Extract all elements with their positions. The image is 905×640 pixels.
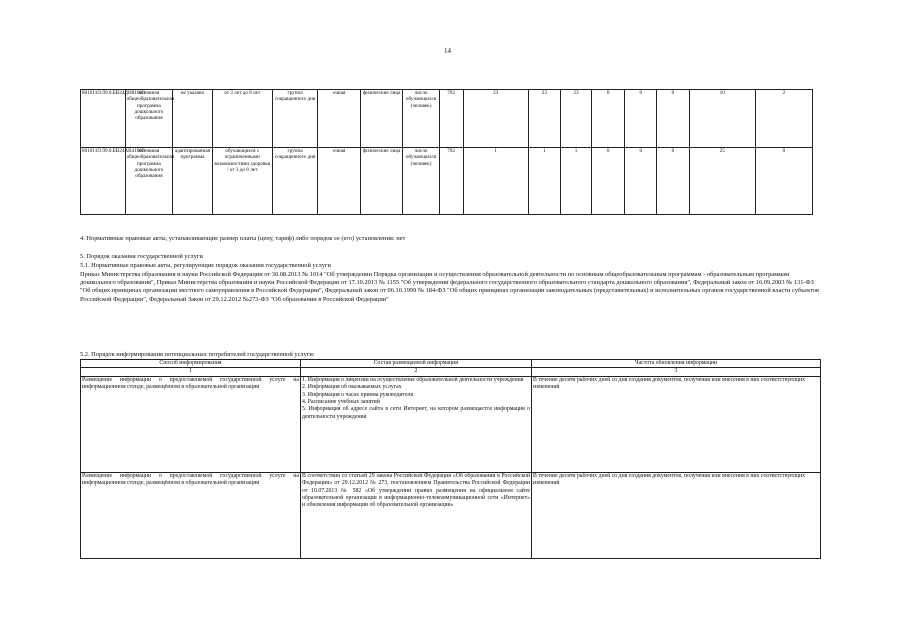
column-number: 2 <box>301 368 532 376</box>
section-5-heading: 5. Порядок оказания государственной услуги <box>80 253 203 260</box>
value-cell: 1 <box>528 148 560 215</box>
content-item: 3. Информация о часах приема руководителя <box>302 391 414 398</box>
value-cell: 23 <box>560 90 591 148</box>
table-header-row <box>81 360 821 368</box>
content-item: 1. Информация о лицензии на осуществление образовательной деятельности учреждения <box>302 376 524 383</box>
section-5-1-heading: 5.1. Нормативные правовые акты, регулирующие порядок оказания государственной услуги <box>80 262 331 269</box>
frequency-cell: В течение десяти рабочих дней со дня создания документов, получения или внесения в них соответствующих изменений <box>532 472 821 558</box>
value-cell: 1 <box>463 148 528 215</box>
program-cell: основная общеобразовательная программа дошкольного образования <box>125 90 173 148</box>
column-number: 3 <box>532 368 821 376</box>
page-number: 14 <box>444 47 451 55</box>
consumer-cell: физические лица <box>360 148 403 215</box>
form-cell: очная <box>318 90 361 148</box>
group-cell: группа сокращенного дня <box>272 90 318 148</box>
method-cell: Размещение информации о предоставляемой государственной услуге на информационном стенде, размещённом в образовательной организации <box>81 472 301 558</box>
indicator-cell: число обучающихся (человек) <box>403 148 439 215</box>
value-cell: 0 <box>592 90 625 148</box>
section-5-2-heading: 5.2. Порядок информирования потенциальных потребителей государственной услуги: <box>80 351 315 358</box>
consumer-cell: физические лица <box>360 90 403 148</box>
frequency-cell: В течение десяти рабочих дней со дня создания документов, получения или внесения в них соответствующих изменений <box>532 376 821 472</box>
age-cell: обучающиеся с ограниченными возможностями здоровья / от 3 до 8 лет <box>212 148 272 215</box>
value-cell: 0 <box>657 148 689 215</box>
content-item: 4. Расписание учебных занятий <box>302 399 380 406</box>
age-cell: от 3 лет до 8 лет <box>212 90 272 148</box>
group-cell: группа сокращенного дня <box>272 148 318 215</box>
table-row <box>81 472 821 558</box>
column-number: 1 <box>81 368 301 376</box>
value-cell: 23 <box>528 90 560 148</box>
content-cell <box>301 376 532 472</box>
value-cell: 0 <box>657 90 689 148</box>
section-4-text: 4. Нормативные правовые акты, устанавливающие размер платы (цену, тариф) либо порядок ее (его) установления: нет <box>80 235 406 242</box>
okei-cell: 792 <box>439 148 463 215</box>
registry-code: 801011О.99.0.БВ24ДН81000 <box>81 90 126 148</box>
table-row <box>81 376 821 472</box>
content-cell: В соответствии со статьей 29 закона Российской Федерации «Об образовании в Российской Федерации» от 29.12.2012 № 273, постановлением Правительства Российской Федерации от 10.07.2013 № 582 «Об утверждении правил размещения на официальном сайте образовательной организации в информационно-телекоммуникационной сети «Интернет» и обновления информации об образовательной организации» <box>301 472 532 558</box>
form-cell: очная <box>318 148 361 215</box>
value-cell: 0 <box>592 148 625 215</box>
deviation-cell: 10 <box>689 90 755 148</box>
table-number-row <box>81 368 821 376</box>
content-item: 5. Информация об адресе сайта в сети Интернет, на котором размещается информация о деятельности учреждения <box>302 406 530 420</box>
program-cell: основная общеобразовательная программа дошкольного образования <box>125 148 173 215</box>
value-cell: 23 <box>463 90 528 148</box>
registry-code: 801011О.99.0.БВ24АВ41000 <box>81 148 126 215</box>
deviation-value-cell: 0 <box>755 148 812 215</box>
service-volume-table <box>80 89 813 215</box>
deviation-value-cell: 2 <box>755 90 812 148</box>
section-5-1-text: Приказ Министерства образования и науки Российской Федерации от 30.08.2013 № 1014 "Об утверждении Порядка организации и осуществления образовательной деятельности по основным общеобразовательным программам - образовательным программам дошкольного образования", Приказ Министерства образования и науки Российской Федерации от 17.10.2013 № 1155 "Об утверждении федерального государственного образовательного стандарта дошкольного образования", Федеральный закон от 16.09.2003 № 131-ФЗ "Об общих принципах организации местного самоуправления в Российской Федерации", Федеральный закон от 06.10.1999 № 184-ФЗ "Об общих принципах организации законодательных (представительных) и исполнительных органов государственной власти субъектов Российской Федерации", Федеральный Закон от 29.12.2012 №273-ФЗ "Об образовании в Российской Федерации" <box>80 271 820 303</box>
method-cell: Размещение информации о предоставляемой государственной услуге на информационном стенде, размещённом в образовательной организации <box>81 376 301 472</box>
table-row <box>81 90 813 148</box>
deviation-cell: 25 <box>689 148 755 215</box>
information-table <box>80 359 821 559</box>
header-method: Способ информирования <box>81 360 301 368</box>
program-type-cell: не указано <box>173 90 212 148</box>
header-frequency: Частота обновления информации <box>532 360 821 368</box>
indicator-cell: число обучающихся (человек) <box>403 90 439 148</box>
okei-cell: 792 <box>439 90 463 148</box>
value-cell: 0 <box>625 148 657 215</box>
program-type-cell: адаптированная программа <box>173 148 212 215</box>
content-item: 2. Информация об оказываемых услугах <box>302 384 402 391</box>
value-cell: 1 <box>560 148 591 215</box>
table-row <box>81 148 813 215</box>
header-content: Состав размещаемой информации <box>301 360 532 368</box>
value-cell: 0 <box>625 90 657 148</box>
